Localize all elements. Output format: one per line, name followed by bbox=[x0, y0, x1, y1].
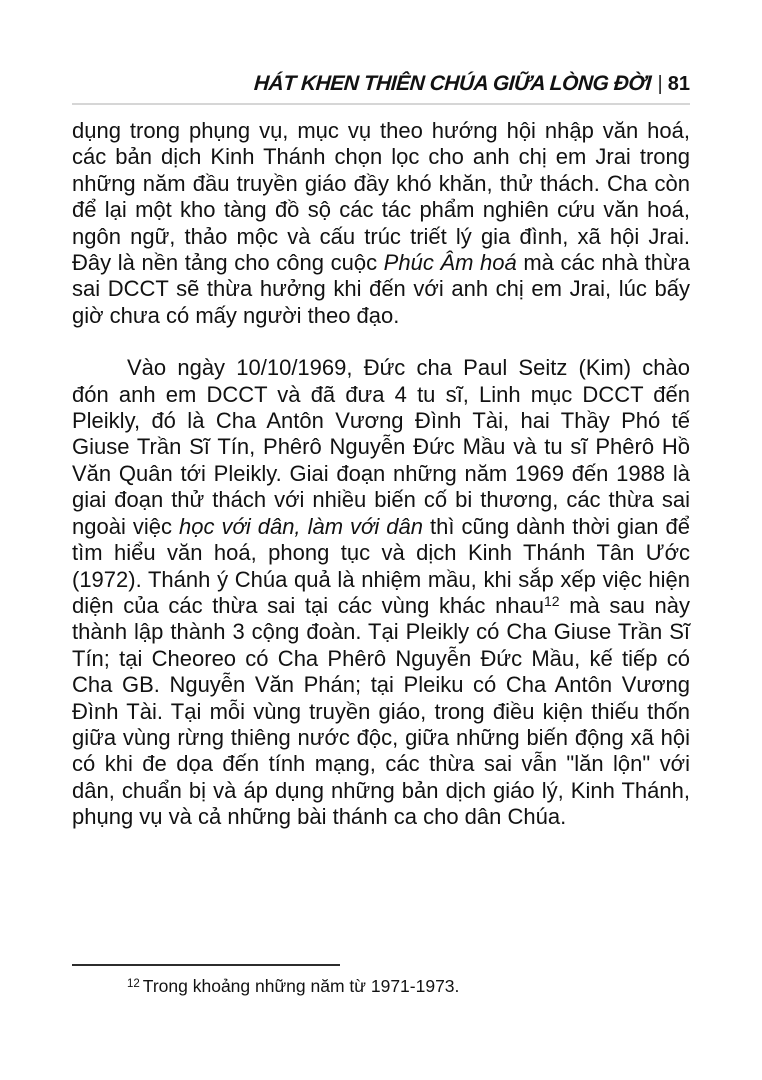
text-segment: mà các nhà thừa sai DCCT sẽ thừa hưởng khi đến với anh chị em Jrai, lúc bấy giờ chưa có mấy người theo đạo. bbox=[72, 250, 690, 328]
header-separator: | bbox=[657, 73, 663, 95]
footnote-text: Trong khoảng những năm từ 1971-1973. bbox=[142, 976, 460, 996]
page-header bbox=[72, 0, 690, 96]
text-segment: học với dân, làm với dân bbox=[179, 513, 423, 539]
footnote-rule bbox=[72, 964, 340, 966]
text-segment: thì cũng dành thời gian để tìm hiểu văn hoá, phong tục và dịch Kinh Thánh Tân Ước (1972). Thánh ý Chúa quả là nhiệm mầu, khi sắp xếp việc hiện diện của các thừa sai tại các vùng khác nhau bbox=[72, 513, 690, 618]
text-segment: dụng trong phụng vụ, mục vụ theo hướng hội nhập văn hoá, các bản dịch Kinh Thánh chọn lọc cho anh chị em Jrai trong những năm đầu truyền giáo đầy khó khăn, thử thách. Cha còn để lại một kho tàng đồ sộ các tác phẩm nghiên cứu văn hoá, ngôn ngữ, thảo mộc và cấu trúc triết lý gia đình, xã hội Jrai. Đây là nền tảng cho công cuộc bbox=[72, 118, 690, 276]
running-head-title: HÁT KHEN THIÊN CHÚA GIỮA LÒNG ĐỜI bbox=[252, 72, 652, 95]
paragraph bbox=[72, 118, 690, 329]
paragraph bbox=[72, 355, 690, 830]
body-text bbox=[72, 118, 690, 831]
footnote-area bbox=[72, 964, 690, 997]
page-number: 81 bbox=[667, 73, 690, 95]
header-rule bbox=[72, 103, 690, 105]
text-segment: mà sau này thành lập thành 3 cộng đoàn. Tại Pleikly có Cha Giuse Trần Sĩ Tín; tại Cheoreo có Cha Phêrô Nguyễn Đức Mầu, kế tiếp có Cha GB. Nguyễn Văn Phán; tại Pleiku có Cha Antôn Vương Đình Tài. Tại mỗi vùng truyền giáo, trong điều kiện thiếu thốn giữa vùng rừng thiêng nước độc, giữa những biến động xã hội có khi đe dọa đến tính mạng, các thừa sai vẫn "lăn lộn" với dân, chuẩn bị và áp dụng những bản dịch giáo lý, Kinh Thánh, phụng vụ và cả những bài thánh ca cho dân Chúa. bbox=[72, 592, 690, 830]
footnote-reference: 12 bbox=[544, 592, 560, 609]
text-segment: Phúc Âm hoá bbox=[383, 250, 517, 276]
footnote-marker: 12 bbox=[127, 978, 140, 990]
text-segment: Vào ngày 10/10/1969, Đức cha Paul Seitz (Kim) chào đón anh em DCCT và đã đưa 4 tu sĩ, Linh mục DCCT đến Pleikly, đó là Cha Antôn Vương Đình Tài, hai Thầy Phó tế Giuse Trần Sĩ Tín, Phêrô Nguyễn Đức Mầu và tu sĩ Phêrô Hồ Văn Quân tới Pleikly. Giai đoạn những năm 1969 đến 1988 là giai đoạn thử thách với nhiều biến cố bi thương, các thừa sai ngoài việc bbox=[72, 355, 690, 539]
footnote bbox=[72, 975, 690, 997]
